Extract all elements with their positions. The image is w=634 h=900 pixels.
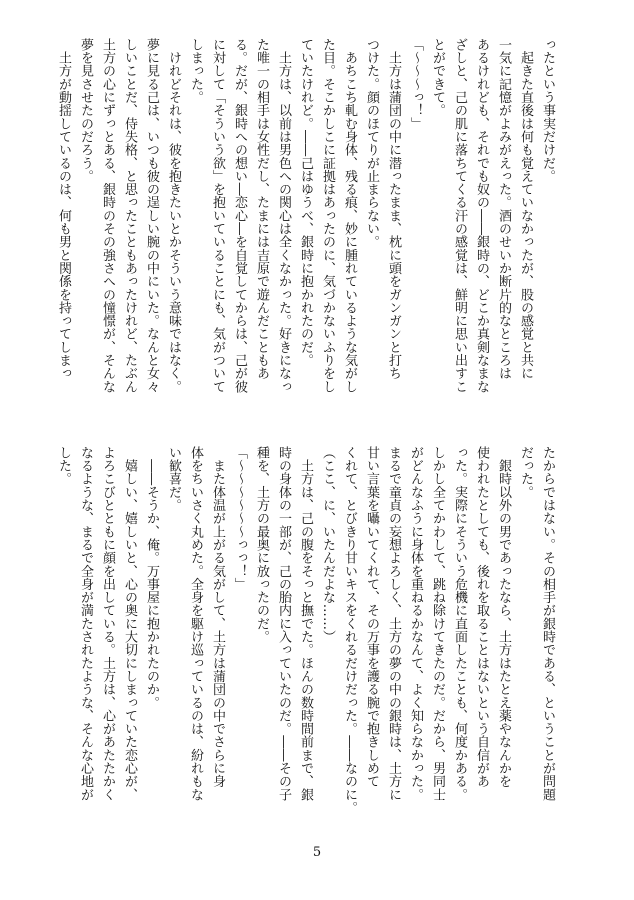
text-line: 時の身体の一部が、己の胎内に入っていたのだ。――その子 <box>276 446 291 802</box>
text-line: だった。 <box>518 446 533 499</box>
text-line: なるような、まるで全身が満たされたような、そんな心地が <box>78 446 93 802</box>
text-line: まるで童貞の妄想よろしく、土方の夢の中の銀時は、土方に <box>386 446 401 802</box>
text-line: 「～～～っ！」 <box>408 38 423 131</box>
text-line: 土方が動揺しているのは、何も男と関係を持ってしまっ <box>56 38 71 380</box>
text-line: 嬉しい、嬉しいと、心の奥に大切にしまっていた恋心が、 <box>122 446 137 802</box>
text-line: る。だが、銀時への想い―恋心―を自覚してからは、己が彼 <box>232 38 247 394</box>
text-line: 夢を見させたのだろう。 <box>78 38 93 183</box>
text-block-top <box>56 38 558 418</box>
text-line: がどんなふうに身体を重ねるかなんて、よく知らなかった。 <box>408 446 423 802</box>
text-line: ざしと、己の肌に落ちてくる汗の感覚は、鮮明に思い出すこ <box>452 38 467 394</box>
text-line: 種を、土方の最奥に放ったのだ。 <box>254 446 269 644</box>
text-line: 土方は、以前は男色への関心は全くなかった。好きになっ <box>276 38 291 394</box>
text-line: しいことだ、侍失格、と思ったこともあったけれど、たぶん <box>122 38 137 394</box>
text-line: とができて。 <box>430 38 445 117</box>
text-line: けれどそれは、彼を抱きたいとかそういう意味ではなく。 <box>166 38 181 394</box>
text-line: 一気に記憶がよみがえった。酒のせいか断片的なところは <box>496 38 511 380</box>
text-line: また体温が上がる気がして、土方は蒲団の中でさらに身 <box>210 446 225 788</box>
text-line: 体をちいさく丸めた。全身を駆け巡っているのは、紛れもな <box>188 446 203 802</box>
text-line: た目。そこかしこに証拠はあったのに、気づかないふりをし <box>320 38 335 394</box>
text-line: 起きた直後は何も覚えていなかったが、股の感覚と共に <box>518 38 533 380</box>
text-line: 銀時以外の男であったなら、土方はたとえ薬やなんかを <box>496 446 511 788</box>
text-line: い歓喜だ。 <box>166 446 181 512</box>
text-line: しまった。 <box>188 38 203 104</box>
text-line: に対して「そういう欲」を抱いていることにも、気がついて <box>210 38 225 394</box>
text-line: した。 <box>56 446 71 486</box>
text-line: 「～～～～～～っっ！」 <box>232 446 247 591</box>
text-line: った。実際にそういう危機に直面したことも、何度かある。 <box>452 446 467 802</box>
text-line: しかし全てかわして、跳ね除けてきたのだ。だから、男同士 <box>430 446 445 802</box>
text-line: 夢に見る己は、いつも彼の逞しい腕の中にいた。なんと女々 <box>144 38 159 394</box>
text-line: た唯一の相手は女性だし、たまには吉原で遊んだこともあ <box>254 38 269 380</box>
text-line: ていたけれど。――己はゆうべ、銀時に抱かれたのだ。 <box>298 38 313 367</box>
page-number: 5 <box>312 845 322 860</box>
text-block-bottom <box>56 446 558 826</box>
text-line: （ここ、に、いたんだよな……） <box>320 446 335 644</box>
text-line: 使われたとしても、後れを取ることはないという自信があ <box>474 446 489 788</box>
text-line: 甘い言葉を囁いてくれて、その万事を護る腕で抱きしめて <box>364 446 379 788</box>
text-line: たからではない。その相手が銀時である、ということが問題 <box>540 446 555 802</box>
text-line: 土方は蒲団の中に潜ったまま、枕に頭をガンガンと打ち <box>386 38 401 380</box>
text-line: あちこち軋む身体、残る痕、妙に腫れているような気がし <box>342 38 357 394</box>
text-line: ――そうか、俺。万事屋に抱かれたのか。 <box>144 446 159 709</box>
text-line: ったという事実だけだ。 <box>540 38 555 183</box>
text-line: くれて、とびきり甘いキスをくれるだけだった。――なのに。 <box>342 446 357 815</box>
text-line: つけた。顔のほてりが止まらない。 <box>364 38 379 249</box>
text-line: 土方は、己の腹をそっと撫でた。ほんの数時間前まで、銀 <box>298 446 313 802</box>
text-line: 土方の心にずっとある、銀時のその強さへの憧憬が、そんな <box>100 38 115 394</box>
text-line: よろこびとともに顔を出している。土方は、心があたたかく <box>100 446 115 802</box>
text-line: あるけれども、それでも奴の――銀時の、どこか真剣なまな <box>474 38 489 394</box>
